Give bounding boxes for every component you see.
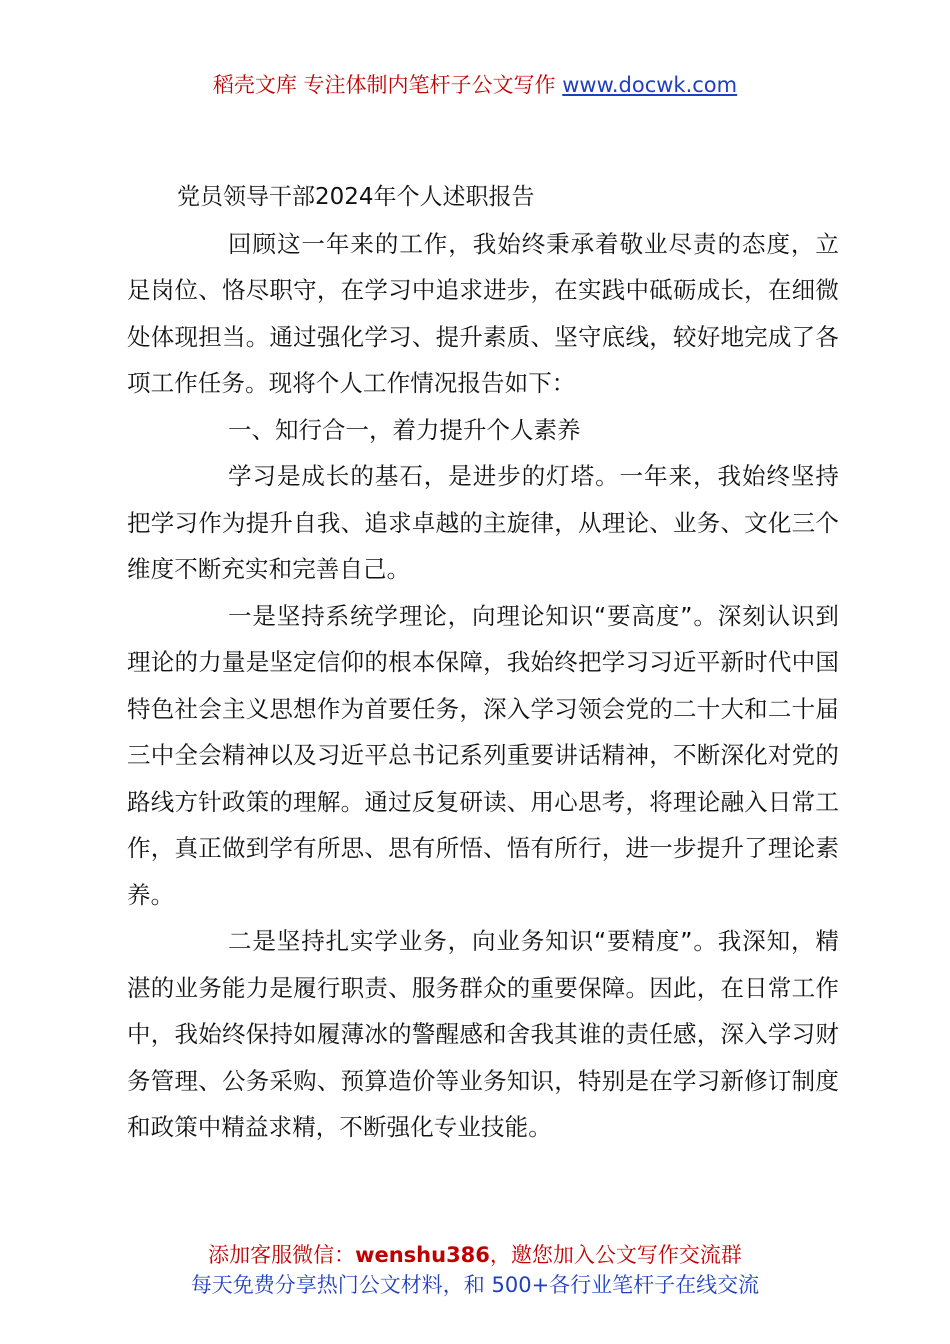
intro-paragraph: 回顾这一年来的工作，我始终秉承着敬业尽责的态度，立足岗位、恪尽职守，在学习中追求进步，在实践中砥砺成长，在细微处体现担当。通过强化学习、提升素质、坚守底线，较好地完成了各项工作任务。现将个人工作情况报告如下： bbox=[127, 229, 839, 397]
footer-contact-line bbox=[0, 1240, 950, 1270]
footer-contact-suffix: ，邀您加入公文写作交流群 bbox=[489, 1243, 742, 1267]
footer-contact-prefix: 添加客服微信： bbox=[208, 1243, 356, 1267]
section-heading-1: 一、知行合一，着力提升个人素养 bbox=[228, 415, 581, 444]
page-header bbox=[0, 70, 950, 100]
site-link[interactable]: www.docwk.com bbox=[562, 73, 738, 97]
point-2-paragraph: 二是坚持扎实学业务，向业务知识“要精度”。我深知，精湛的业务能力是履行职责、服务群众的重要保障。因此，在日常工作中，我始终保持如履薄冰的警醒感和舍我其谁的责任感，深入学习财务管理、公务采购、预算造价等业务知识，特别是在学习新修订制度和政策中精益求精，不断强化专业技能。 bbox=[127, 927, 839, 1141]
footer-share-line: 每天免费分享热门公文材料，和 500+各行业笔杆子在线交流 bbox=[190, 1273, 760, 1297]
document-title: 党员领导干部2024年个人述职报告 bbox=[177, 184, 535, 210]
point-1-paragraph: 一是坚持系统学理论，向理论知识“要高度”。深刻认识到理论的力量是坚定信仰的根本保障，我始终把学习习近平新时代中国特色社会主义思想作为首要任务，深入学习领会党的二十大和二十届三中全会精神以及习近平总书记系列重要讲话精神，不断深化对党的路线方针政策的理解。通过反复研读、用心思考，将理论融入日常工作，真正做到学有所思、思有所悟、悟有所行，进一步提升了理论素养。 bbox=[127, 601, 839, 909]
document-body bbox=[127, 174, 839, 1151]
page-footer bbox=[0, 1240, 950, 1300]
brand-text: 稻壳文库 专注体制内笔杆子公文写作 bbox=[212, 73, 556, 97]
section-1-paragraph: 学习是成长的基石，是进步的灯塔。一年来，我始终坚持把学习作为提升自我、追求卓越的主旋律，从理论、业务、文化三个维度不断充实和完善自己。 bbox=[127, 462, 839, 583]
wechat-id: wenshu386 bbox=[355, 1243, 490, 1267]
